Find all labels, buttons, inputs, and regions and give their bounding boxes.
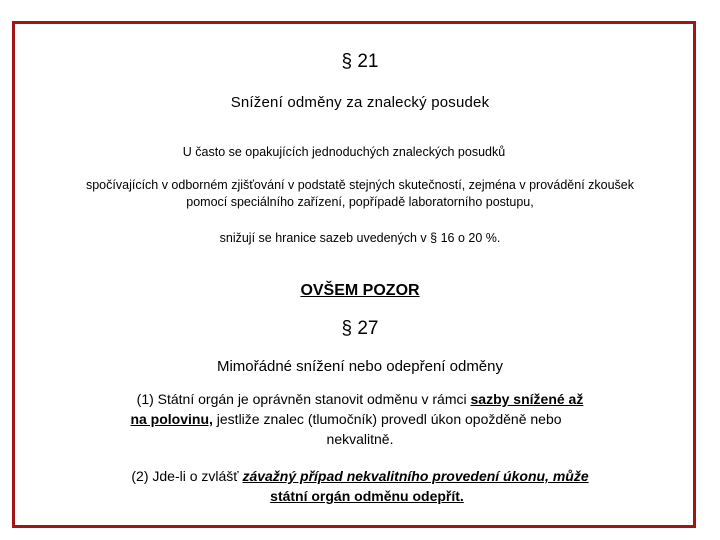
section-21-detail-line1: spočívajících v odborném zjišťování v podstatě stejných skutečností, zejména v provádění zkoušek [85, 178, 635, 192]
section-21-heading: § 21 [341, 51, 379, 72]
serious-case-emphasis: závažný případ nekvalitního provedení úkonu, může [242, 468, 589, 484]
section-27-heading: § 27 [341, 318, 379, 339]
half-emphasis: na polovinu, [130, 411, 213, 427]
paragraph-1-line2-text: jestliže znalec (tlumočník) provedl úkon opožděně nebo [212, 411, 562, 427]
paragraph-2-line2 [14, 488, 706, 504]
paragraph-1-line1-text: (1) Státní orgán je oprávněn stanovit odměnu v rámci [136, 391, 471, 407]
section-21-rule: snižují se hranice sazeb uvedených v § 16 o 20 %. [219, 231, 501, 245]
section-21-detail-line2: pomocí speciálního zařízení, popřípadě laboratorního postupu, [186, 195, 534, 209]
paragraph-1-line1 [14, 391, 706, 407]
reduced-rate-emphasis: sazby snížené až [470, 391, 584, 407]
warning-heading: OVŠEM POZOR [300, 282, 420, 299]
section-27-title: Mimořádné snížení nebo odepření odměny [216, 358, 503, 375]
paragraph-2-line1 [14, 468, 706, 484]
refuse-fee-emphasis: státní orgán odměnu odepřít. [270, 488, 464, 504]
section-21-condition: U často se opakujících jednoduchých znaleckých posudků [182, 145, 506, 159]
section-21-title: Snížení odměny za znalecký posudek [230, 94, 490, 111]
paragraph-1-line3: nekvalitně. [326, 431, 394, 447]
paragraph-2-line1-text: (2) Jde-li o zvlášť [131, 468, 243, 484]
paragraph-1-line2 [0, 411, 692, 427]
